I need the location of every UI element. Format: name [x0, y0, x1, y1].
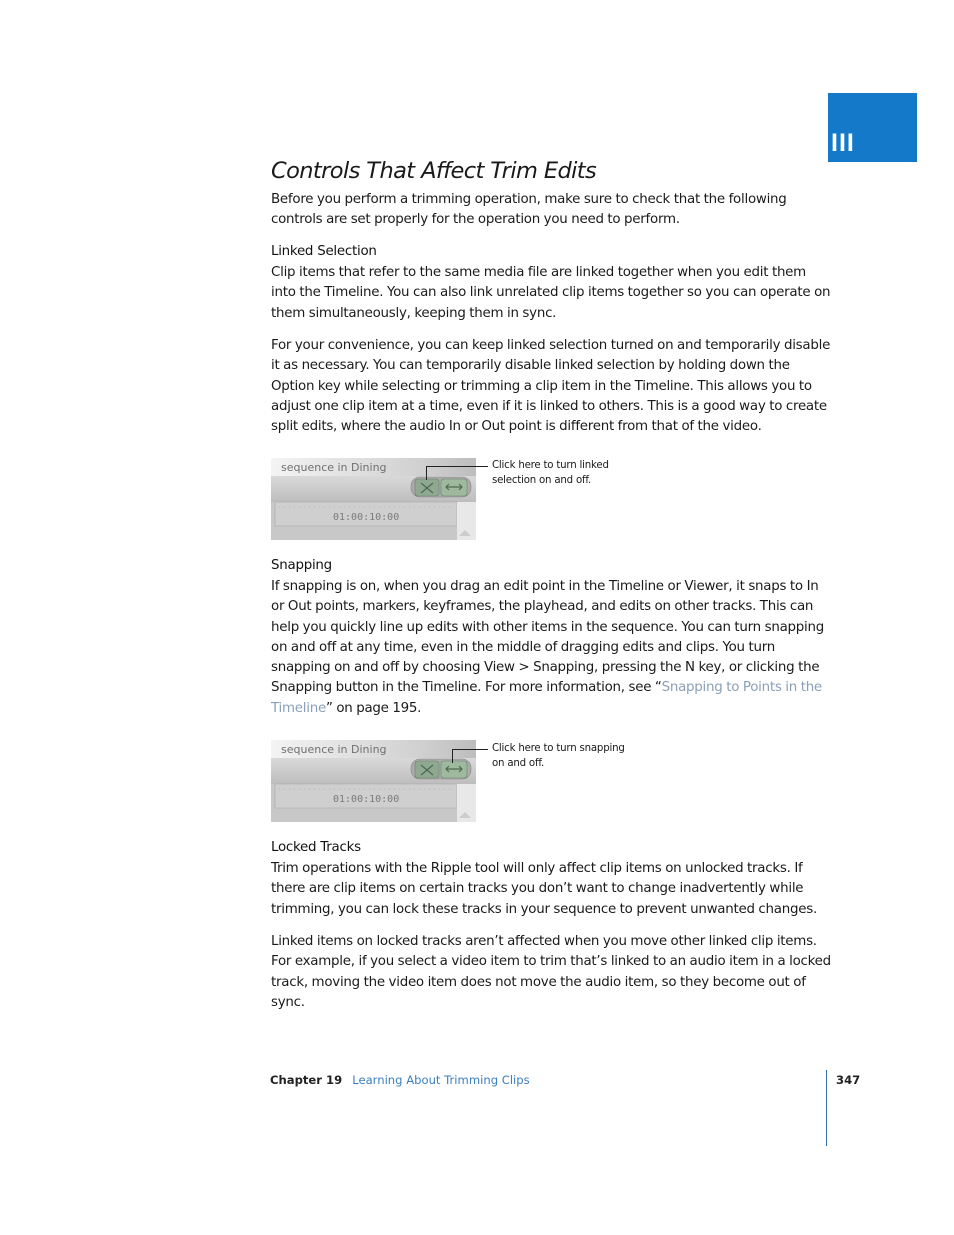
- figure-tab-label: sequence in Dining: [281, 743, 387, 756]
- timeline-linked-selection-screenshot: [271, 458, 476, 540]
- callout-leader-tick: [452, 749, 453, 763]
- linked-selection-para-2: For your convenience, you can keep linked selection turned on and temporarily disable it as necessary. You can temporarily disable linked selection by holding down the Option key while selecting or trimming a clip item in the Timeline. This allows you to adjust one clip item at a time, even if it is linked to others. This is a good way to create split edits, where the audio In or Out point is different from that of the video.: [271, 338, 831, 435]
- locked-tracks-para-1: Trim operations with the Ripple tool will only affect clip items on unlocked tracks. If there are clip items on certain tracks you don’t want to change inadvertently while trimming, you can lock these tracks in your sequence to prevent unwanted changes.: [271, 861, 817, 917]
- snapping-heading: Snapping: [271, 558, 332, 573]
- locked-tracks-heading: Locked Tracks: [271, 840, 361, 855]
- part-tab-label: III: [831, 129, 855, 157]
- figure-timecode: 01:00:10:00: [333, 794, 400, 805]
- callout-leader-line: [426, 466, 488, 467]
- callout-leader-tick: [426, 466, 427, 480]
- linked-selection-para-1: Clip items that refer to the same media file are linked together when you edit them into the Timeline. You can also link unrelated clip items together so you can operate on them simultaneously, keeping them in sync.: [271, 265, 831, 321]
- locked-tracks-para-2: Linked items on locked tracks aren’t affected when you move other linked clip items. For example, if you select a video item to trim that’s linked to an audio item in a locked track, moving the video item does not move the audio item, so they become out of sync.: [271, 934, 831, 1010]
- snapping-para-end: ” on page 195.: [325, 700, 422, 716]
- page-number: 347: [836, 1073, 861, 1087]
- snapping-callout: Click here to turn snapping on and off.: [492, 743, 625, 770]
- section-title: Controls That Affect Trim Edits: [271, 158, 597, 184]
- linked-selection-heading: Linked Selection: [271, 244, 377, 259]
- snapping-para: [271, 577, 831, 719]
- footer-chapter: Chapter 19: [270, 1073, 343, 1087]
- snapping-link[interactable]: Snapping to Points in the Timeline: [271, 680, 822, 716]
- callout-leader-line: [452, 749, 488, 750]
- snapping-para-text: If snapping is on, when you drag an edit point in the Timeline or Viewer, it snaps to In or Out points, markers, keyframes, the playhead, and edits on other tracks. This can help you quickly line up edits with other items in the sequence. You can turn snapping on and off at any time, even in the middle of dragging edits and clips. You turn snapping on and off by choosing View > Snapping, pressing the N key, or clicking the Snapping button in the Timeline. For more information, see “: [271, 579, 824, 696]
- footer-rule: [826, 1070, 827, 1146]
- timeline-snapping-screenshot: [271, 740, 476, 822]
- section-intro: Before you perform a trimming operation, make sure to check that the following controls are set properly for the operation you need to perform.: [271, 192, 787, 228]
- linked-selection-callout: Click here to turn linked selection on and off.: [492, 460, 609, 487]
- footer-chapter-title[interactable]: Learning About Trimming Clips: [352, 1073, 530, 1087]
- figure-timecode: 01:00:10:00: [333, 512, 400, 523]
- figure-tab-label: sequence in Dining: [281, 461, 387, 474]
- part-tab: [828, 93, 917, 162]
- page-footer: [270, 1073, 530, 1087]
